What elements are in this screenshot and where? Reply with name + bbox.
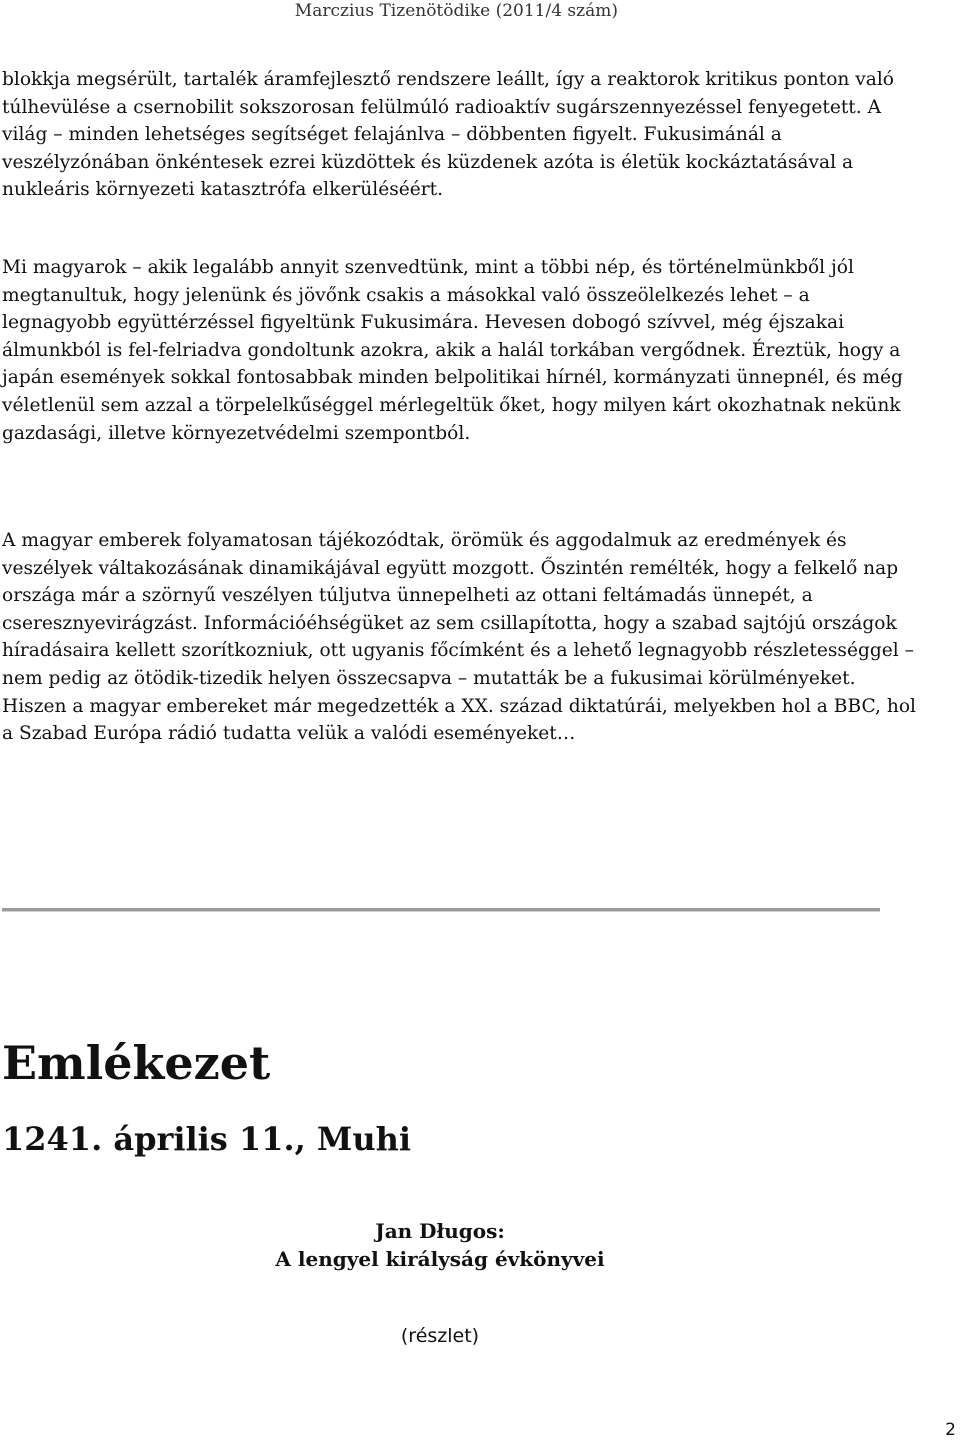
page-number: 2 [945, 1420, 956, 1440]
paragraph-1: blokkja megsérült, tartalék áramfejlesztő rendszere leállt, így a reaktorok kritikus ponton való túlhevülése a csernobilit sokszorosan felülmúló radioaktív sugárszennyezéssel fenyegetett. A világ – minden lehetséges segítséget felajánlva – döbbenten figyelt. Fukusimánál a veszélyzónában önkéntesek ezrei küzdöttek és küzdenek azóta is életük kockáztatásával a nukleáris környezeti katasztrófa elkerüléséért. [2, 69, 895, 201]
source-book-title: A lengyel királyság évkönyvei [275, 1247, 605, 1271]
paragraph-3: A magyar emberek folyamatosan tájékozódtak, örömük és aggodalmuk az eredmények és veszélyek váltakozásának dinamikájával együtt mozgott. Őszintén remélték, hogy a felkelő nap országa már a szörnyű veszélyen túljutva ünnepelheti az ottani feltámadás ünnepét, a cseresznyevirágzást. Információéhségüket az sem csillapította, hogy a szabad sajtójú országok híradásaira kellett szorítkozniuk, ott ugyanis főcímként és a lehető legnagyobb részletességgel – nem pedig az ötödik-tizedik helyen összecsapva – mutatták be a fukusimai körülményeket. Hiszen a magyar embereket már megedzették a XX. század diktatúrái, melyekben hol a BBC, hol a Szabad Európa rádió tudatta velük a valódi eseményeket… [2, 530, 916, 745]
excerpt-note: (részlet) [400, 1325, 480, 1347]
section-subtitle: 1241. április 11., Muhi [2, 1120, 411, 1158]
paragraph-2: Mi magyarok – akik legalább annyit szenvedtünk, mint a többi nép, és történelmünkből jól megtanultuk, hogy jelenünk és jövőnk csakis a másokkal való összeölelkezés lehet – a legnagyobb együttérzéssel figyeltünk Fukusimára. Hevesen dobogó szívvel, még éjszakai álmunkból is fel-felriadva gondoltunk azokra, akik a halál torkában vergődnek. Éreztük, hogy a japán események sokkal fontosabbak minden belpolitikai hírnél, kormányzati ünnepnél, és még véletlenül sem azzal a törpelelkűséggel mérlegeltük őket, hogy milyen kárt okozhatnak nekünk gazdasági, illetve környezetvédelmi szempontból. [2, 257, 903, 444]
section-divider [2, 908, 880, 912]
source-author: Jan Długos: [375, 1219, 505, 1243]
running-header: Marczius Tizenötödike (2011/4 szám) [294, 1, 618, 21]
section-title: Emlékezet [2, 1036, 271, 1090]
